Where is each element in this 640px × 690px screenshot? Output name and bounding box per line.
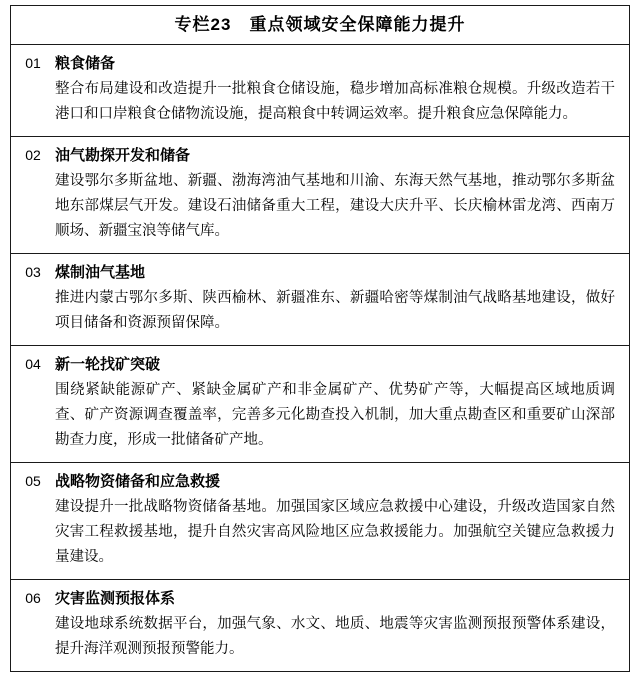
item-body — [55, 254, 629, 345]
item-number: 01 — [25, 55, 41, 71]
item-body — [55, 346, 629, 462]
item-heading: 油气勘探开发和储备 — [55, 147, 191, 164]
item-text: 建设地球系统数据平台，加强气象、水文、地质、地震等灾害监测预报预警体系建设，提升海洋观测预报预警能力。 — [55, 616, 615, 657]
item-heading: 粮食储备 — [55, 55, 116, 72]
item-number: 03 — [25, 264, 41, 280]
item-number: 02 — [25, 147, 41, 163]
feature-box — [10, 5, 630, 672]
item-text: 整合布局建设和改造提升一批粮食仓储设施，稳步增加高标准粮仓规模。升级改造若干港口和口岸粮食仓储物流设施，提高粮食中转调运效率。提升粮食应急保障能力。 — [55, 81, 615, 122]
item-heading: 煤制油气基地 — [55, 264, 146, 281]
page-title: 专栏23 重点领域安全保障能力提升 — [11, 6, 629, 45]
item-heading: 灾害监测预报体系 — [55, 590, 176, 607]
item-heading: 战略物资储备和应急救援 — [55, 473, 221, 490]
item-body — [55, 580, 629, 671]
list-item — [11, 463, 629, 580]
item-text: 推进内蒙古鄂尔多斯、陕西榆林、新疆准东、新疆哈密等煤制油气战略基地建设，做好项目储备和资源预留保障。 — [55, 290, 615, 331]
list-item — [11, 346, 629, 463]
list-item — [11, 45, 629, 137]
item-text: 建设提升一批战略物资储备基地。加强国家区域应急救援中心建设，升级改造国家自然灾害工程救援基地，提升自然灾害高风险地区应急救援能力。加强航空关键应急救援力量建设。 — [55, 499, 615, 565]
list-item — [11, 580, 629, 671]
item-heading: 新一轮找矿突破 — [55, 356, 161, 373]
item-number: 05 — [25, 473, 41, 489]
item-text: 围绕紧缺能源矿产、紧缺金属矿产和非金属矿产、优势矿产等，大幅提高区域地质调查、矿产资源调查覆盖率，完善多元化勘查投入机制，加大重点勘查区和重要矿山深部勘查力度，形成一批储备矿产地。 — [55, 382, 615, 448]
list-item — [11, 254, 629, 346]
item-number: 04 — [25, 356, 41, 372]
item-text: 建设鄂尔多斯盆地、新疆、渤海湾油气基地和川渝、东海天然气基地，推动鄂尔多斯盆地东部煤层气开发。建设石油储备重大工程，建设大庆升平、长庆榆林雷龙湾、西南万顺场、新疆宝浪等储气库。 — [55, 173, 615, 239]
item-body — [55, 137, 629, 253]
item-body — [55, 45, 629, 136]
item-body — [55, 463, 629, 579]
list-item — [11, 137, 629, 254]
item-number: 06 — [25, 590, 41, 606]
